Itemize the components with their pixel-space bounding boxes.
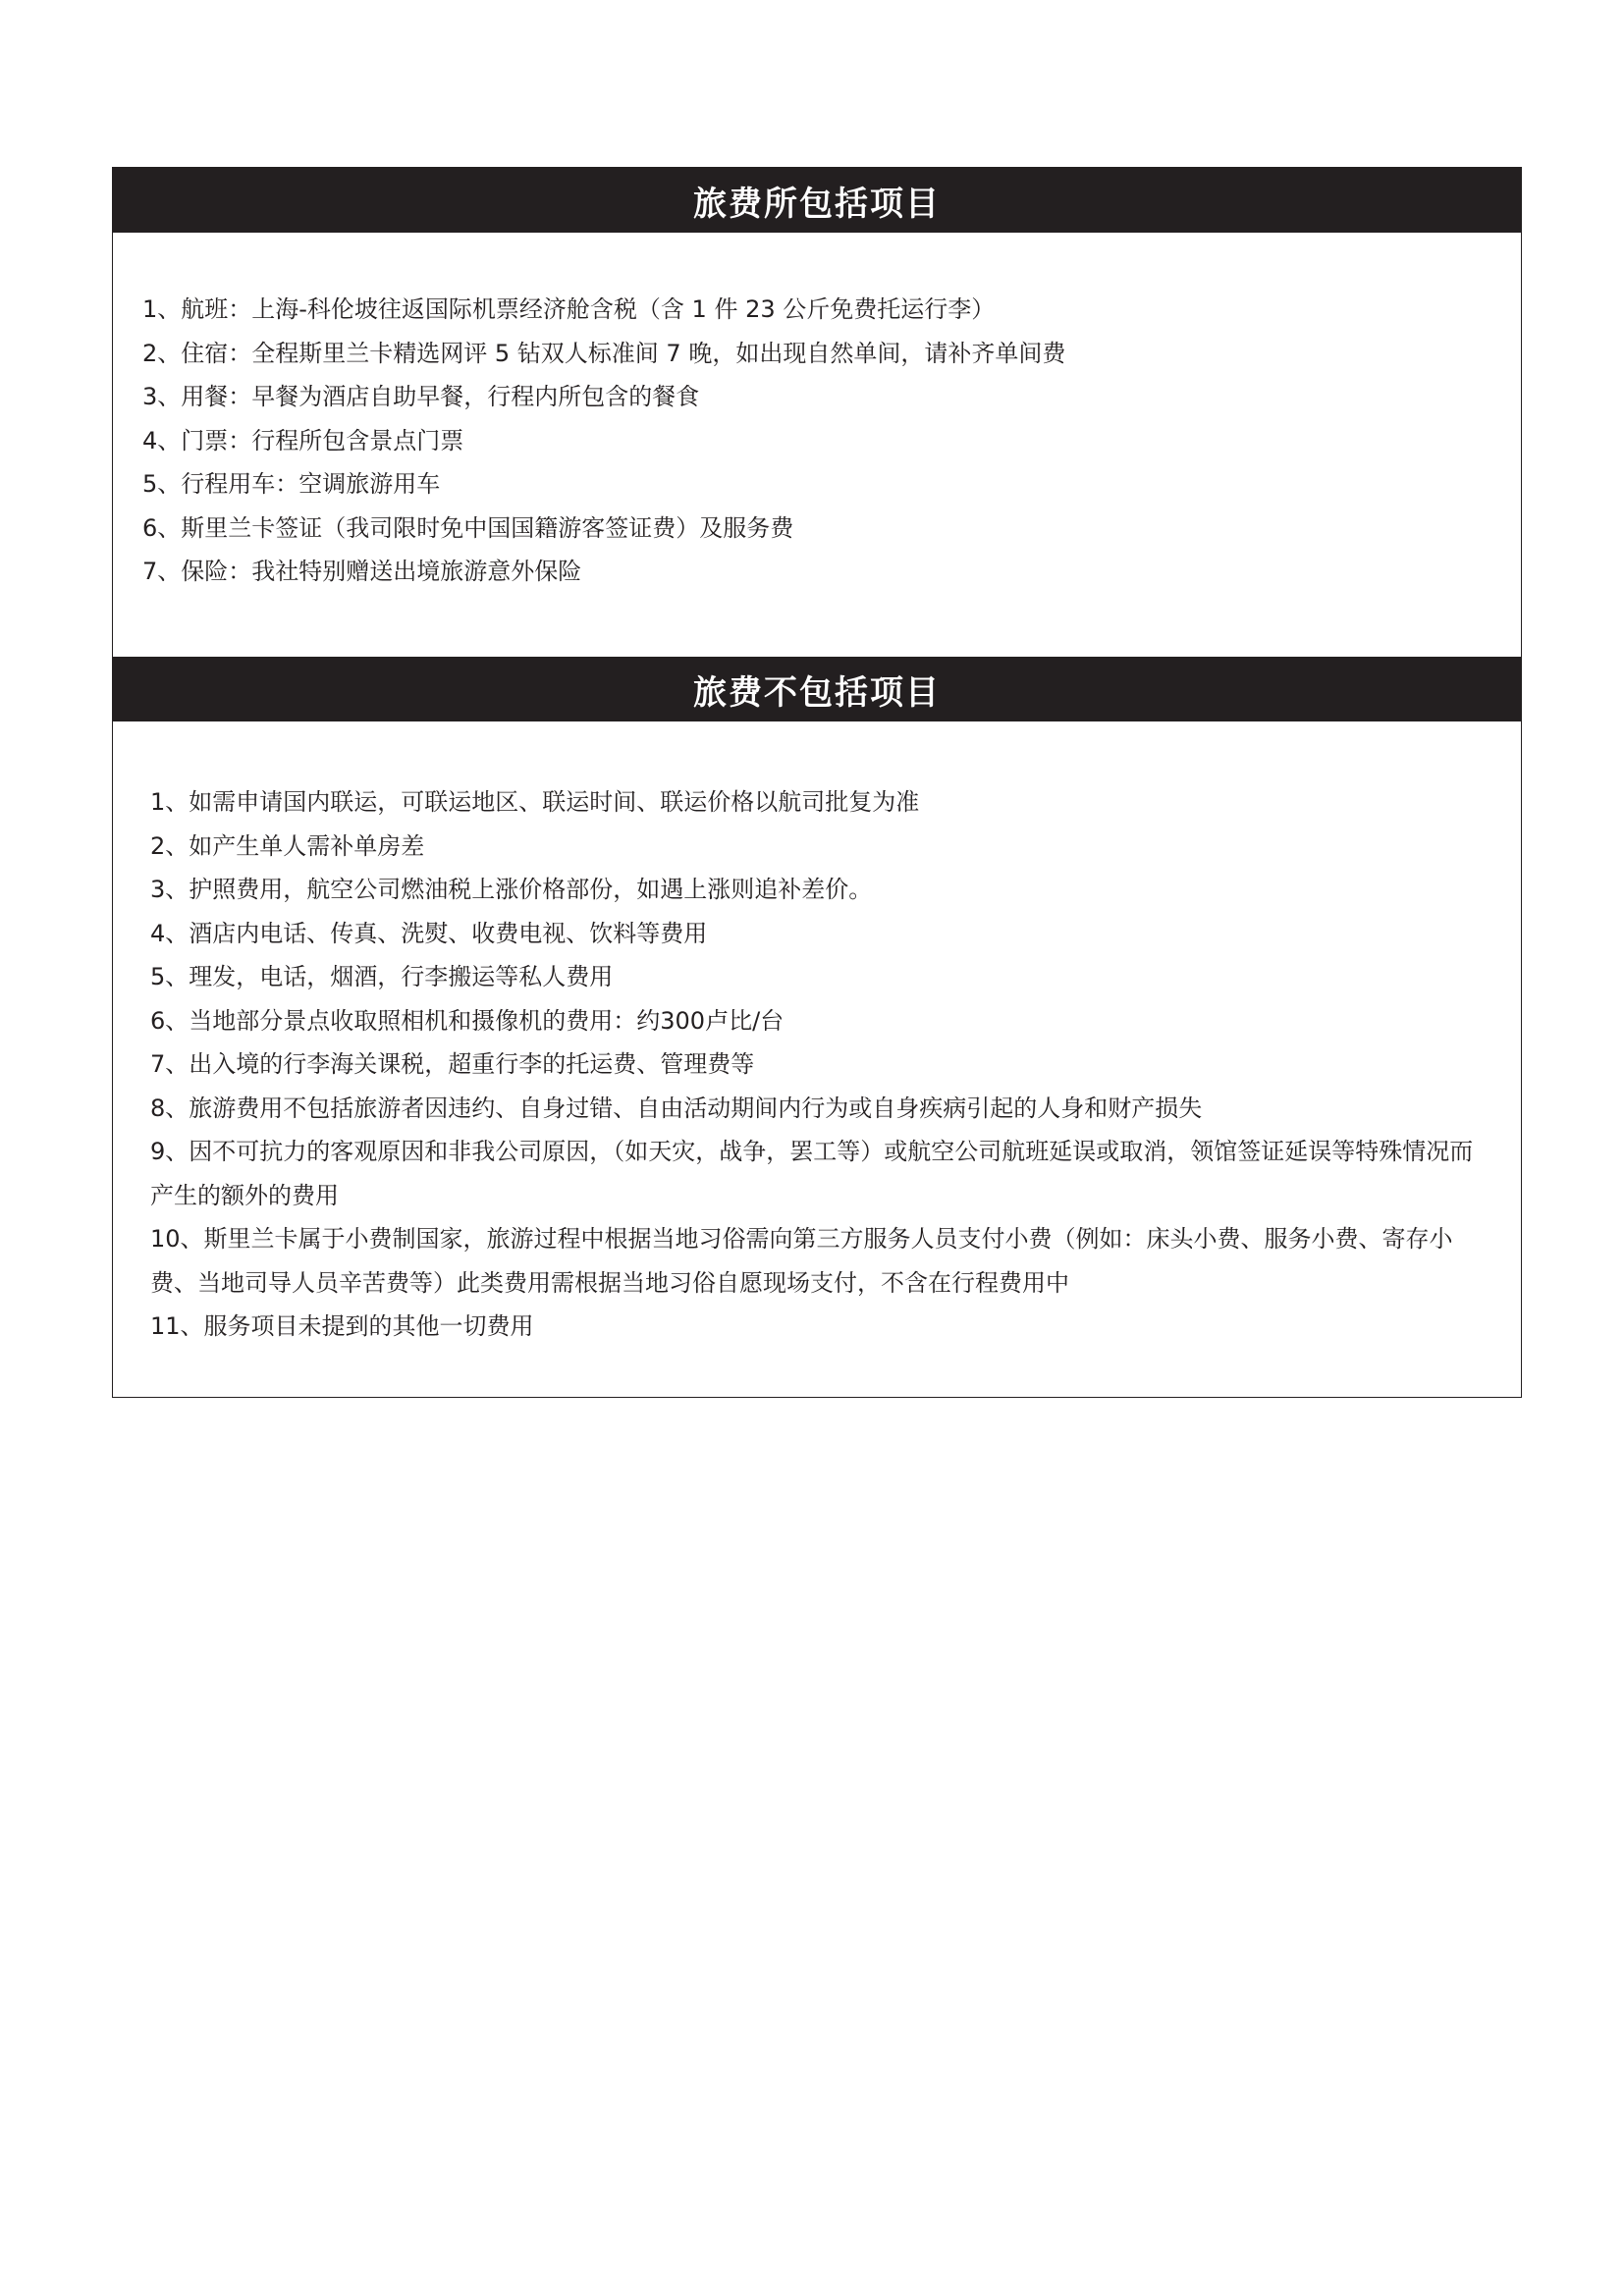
excluded-section-title: 旅费不包括项目 (113, 657, 1521, 721)
excluded-item: 2、如产生单人需补单房差 (150, 831, 425, 860)
fee-table (112, 167, 1522, 1398)
included-item: 3、用餐：早餐为酒店自助早餐，行程内所包含的餐食 (142, 383, 700, 410)
included-item: 5、行程用车：空调旅游用车 (142, 470, 441, 498)
included-item: 7、保险：我社特别赠送出境旅游意外保险 (142, 558, 582, 585)
excluded-items-list (113, 721, 1521, 1397)
excluded-item: 8、旅游费用不包括旅游者因违约、自身过错、自由活动期间内行为或自身疾病引起的人身和财产损失 (150, 1094, 1203, 1122)
included-item: 4、门票：行程所包含景点门票 (142, 426, 464, 454)
excluded-item: 6、当地部分景点收取照相机和摄像机的费用：约300卢比/台 (150, 1006, 785, 1035)
included-section-title: 旅费所包括项目 (113, 168, 1521, 233)
excluded-item: 5、理发，电话，烟酒，行李搬运等私人费用 (150, 963, 614, 990)
excluded-item: 11、服务项目未提到的其他一切费用 (150, 1312, 534, 1340)
included-items-list (113, 233, 1521, 657)
excluded-item: 3、护照费用，航空公司燃油税上涨价格部份，如遇上涨则追补差价。 (150, 876, 873, 903)
excluded-item: 4、酒店内电话、传真、洗熨、收费电视、饮料等费用 (150, 919, 708, 947)
included-item: 6、斯里兰卡签证（我司限时免中国国籍游客签证费）及服务费 (142, 513, 794, 542)
included-item: 2、住宿：全程斯里兰卡精选网评 5 钻双人标准间 7 晚，如出现自然单间，请补齐单间费 (142, 339, 1066, 367)
excluded-item: 1、如需申请国内联运，可联运地区、联运时间、联运价格以航司批复为准 (150, 788, 920, 816)
excluded-item: 7、出入境的行李海关课税，超重行李的托运费、管理费等 (150, 1050, 755, 1078)
included-item: 1、航班：上海-科伦坡往返国际机票经济舱含税（含 1 件 23 公斤免费托运行李） (142, 295, 996, 323)
excluded-item: 9、因不可抗力的客观原因和非我公司原因，（如天灾，战争，罢工等）或航空公司航班延误或取消，领馆签证延误等特殊情况而产生的额外的费用 (150, 1138, 1474, 1209)
excluded-item: 10、斯里兰卡属于小费制国家，旅游过程中根据当地习俗需向第三方服务人员支付小费（例如：床头小费、服务小费、寄存小费、当地司导人员辛苦费等）此类费用需根据当地习俗自愿现场支付，不含在行程费用中 (150, 1225, 1453, 1297)
